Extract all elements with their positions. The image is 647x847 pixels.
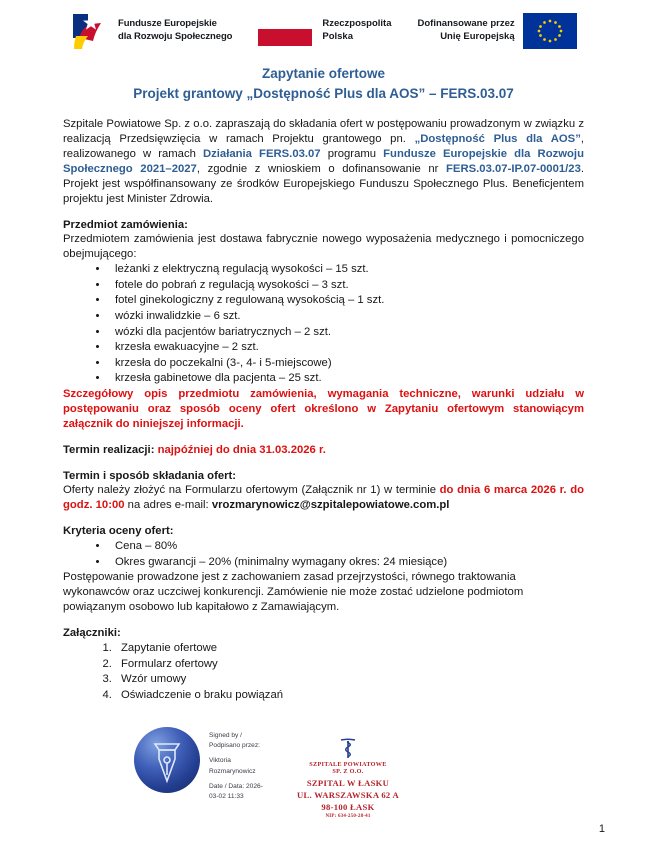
list-item: • krzesła do poczekalni (3-, 4- i 5-miejscowe) — [109, 356, 584, 372]
signature-date-1: Date / Data: 2026- — [209, 782, 263, 790]
list-item: • wózki dla pacjentów bariatrycznych – 2 szt. — [109, 325, 584, 341]
submission-email[interactable]: vrozmarynowicz@szpitalepowiatowe.com.pl — [211, 499, 450, 512]
rp-line-1: Rzeczpospolita — [322, 18, 392, 30]
subject-heading: Przedmiot zamówienia: — [63, 218, 188, 231]
submission-heading: Termin i sposób składania ofert: — [63, 469, 237, 482]
funduszeeuropejskie-star-icon — [71, 12, 111, 50]
intro-highlight-2: Działania FERS.03.07 — [202, 147, 321, 160]
fe-line-2: dla Rozwoju Społecznego — [118, 31, 233, 42]
signed-by-label-1: Signed by / — [209, 732, 242, 739]
seal-line-nip: NIP: 634-250-28-41 — [325, 814, 371, 820]
asclepius-rod-medical-icon — [288, 738, 408, 760]
rzeczpospolita-polska-label — [322, 18, 391, 44]
list-item: • krzesła gabinetowe dla pacjenta – 25 szt. — [109, 371, 584, 387]
signature-date-2: 03-02 11:33 — [209, 793, 244, 801]
title-line-1: Zapytanie ofertowe — [261, 66, 386, 81]
intro-paragraph — [63, 117, 584, 206]
poland-flag-icon — [258, 16, 312, 46]
signed-by-label-2: Podpisano przez: — [209, 742, 260, 750]
list-item: • fotele do pobrań z regulacją wysokości – 3 szt. — [109, 278, 584, 294]
seal-line-1: SZPITALE POWIATOWE — [309, 761, 387, 768]
intro-highlight-3: Fundusze Europejskie dla Rozwoju Społecznego 2021–2027 — [63, 147, 584, 175]
intro-text-4: , zgodnie z wnioskiem o dofinansowanie nr — [196, 162, 447, 175]
list-item: 1. Zapytanie ofertowe — [115, 641, 584, 657]
seal-line-4: UL. WARSZAWSKA 62 A — [296, 789, 399, 800]
signature-details — [209, 727, 263, 802]
signer-first-name: Viktoria — [209, 757, 231, 765]
fe-line-1: Fundusze Europejskie — [118, 18, 217, 30]
intro-highlight-1: „Dostępność Plus dla AOS” — [414, 133, 581, 146]
criteria-list — [63, 539, 584, 570]
fountain-pen-signature-icon — [134, 727, 200, 793]
fundusze-europejskie-logo — [71, 12, 232, 50]
criteria-heading: Kryteria oceny ofert: — [63, 525, 174, 538]
dof-line-1: Dofinansowane przez — [417, 18, 515, 30]
submission-deadline: do dnia 6 marca 2026 r. do godz. 10:00 — [63, 484, 584, 512]
subject-lead: Przedmiotem zamówienia jest dostawa fabrycznie nowego wyposażenia medycznego i pomocniczego obejmującego: — [63, 233, 584, 261]
list-item: • Cena – 80% — [109, 539, 584, 555]
eu-funding-logo-bar — [71, 0, 584, 56]
equipment-list — [63, 262, 584, 387]
seal-line-5: 98-100 ŁASK — [321, 801, 375, 812]
fundusze-europejskie-label — [118, 18, 232, 44]
attachments-heading: Załączniki: — [63, 627, 121, 640]
signer-last-name: Rozmarynowicz — [209, 767, 256, 775]
intro-text-5: . Projekt jest współfinansowany ze środków Europejskiego Funduszu Społecznego Plus. Beneficjentem projektu jest Minister Zdrowia. — [63, 162, 584, 205]
list-item: • leżanki z elektryczną regulacją wysokości – 15 szt. — [109, 262, 584, 278]
deadline-label: Termin realizacji: — [63, 443, 155, 456]
seal-line-2: SP. Z O.O. — [332, 768, 364, 776]
list-item: • fotel ginekologiczny z regulowaną wysokością – 1 szt. — [109, 293, 584, 309]
deadline-line — [63, 443, 584, 458]
electronic-signature-stamp — [134, 727, 263, 802]
submission-text-2: na adres e-mail: — [124, 499, 212, 512]
list-item: • Okres gwarancji – 20% (minimalny wymagany okres: 24 miesiące) — [109, 555, 584, 571]
list-item: • krzesła ewakuacyjne – 2 szt. — [109, 340, 584, 356]
list-item: 3. Wzór umowy — [115, 672, 584, 688]
intro-text-2: , realizowanego w ramach — [63, 133, 584, 160]
rp-line-2: Polska — [322, 31, 353, 42]
detailed-description-notice: Szczegółowy opis przedmiotu zamówienia, wymagania techniczne, warunki udziału w postępowaniu oraz sposób oceny ofert określono w Zapytaniu ofertowym stanowiącym załącznik do niniejszej informacji. — [63, 387, 584, 430]
intro-text-1: Szpitale Powiatowe Sp. z o.o. zapraszają do składania ofert w postępowaniu prowadzonym w związku z realizacją Przedsięwzięcia w ramach Projektu grantowego pn. — [63, 118, 584, 146]
dofinansowane-label — [418, 18, 515, 44]
signature-area — [0, 722, 647, 822]
list-item: 2. Formularz ofertowy — [115, 657, 584, 673]
criteria-note: Postępowanie prowadzone jest z zachowaniem zasad przejrzystości, równego traktowania wykonawców oraz uczciwej konkurencji. Zamówienie nie może zostać udzielone podmiotom powiązanym osobowo lub kapitałowo z Zamawiającym. — [63, 571, 524, 614]
attachments-list — [63, 641, 584, 703]
title-line-2: Projekt grantowy „Dostępność Plus dla AOS” – FERS.03.07 — [133, 85, 514, 101]
submission-text-1: Oferty należy złożyć na Formularzu ofertowym (Załącznik nr 1) w terminie — [63, 484, 440, 497]
page-number: 1 — [598, 823, 605, 835]
intro-text-3: programu — [320, 147, 384, 160]
list-item: 4. Oświadczenie o braku powiązań — [115, 688, 584, 704]
seal-line-3: SZPITAL W ŁASKU — [306, 777, 390, 788]
list-item: • wózki inwalidzkie – 6 szt. — [109, 309, 584, 325]
dof-line-2: Unię Europejską — [440, 31, 515, 42]
deadline-value: najpóźniej do dnia 31.03.2026 r. — [157, 443, 326, 456]
eu-flag-icon — [523, 13, 577, 49]
intro-highlight-4: FERS.03.07-IP.07-0001/23 — [446, 162, 581, 175]
page-title — [63, 64, 584, 103]
hospital-seal-stamp — [288, 738, 408, 820]
submission-paragraph — [63, 483, 584, 513]
